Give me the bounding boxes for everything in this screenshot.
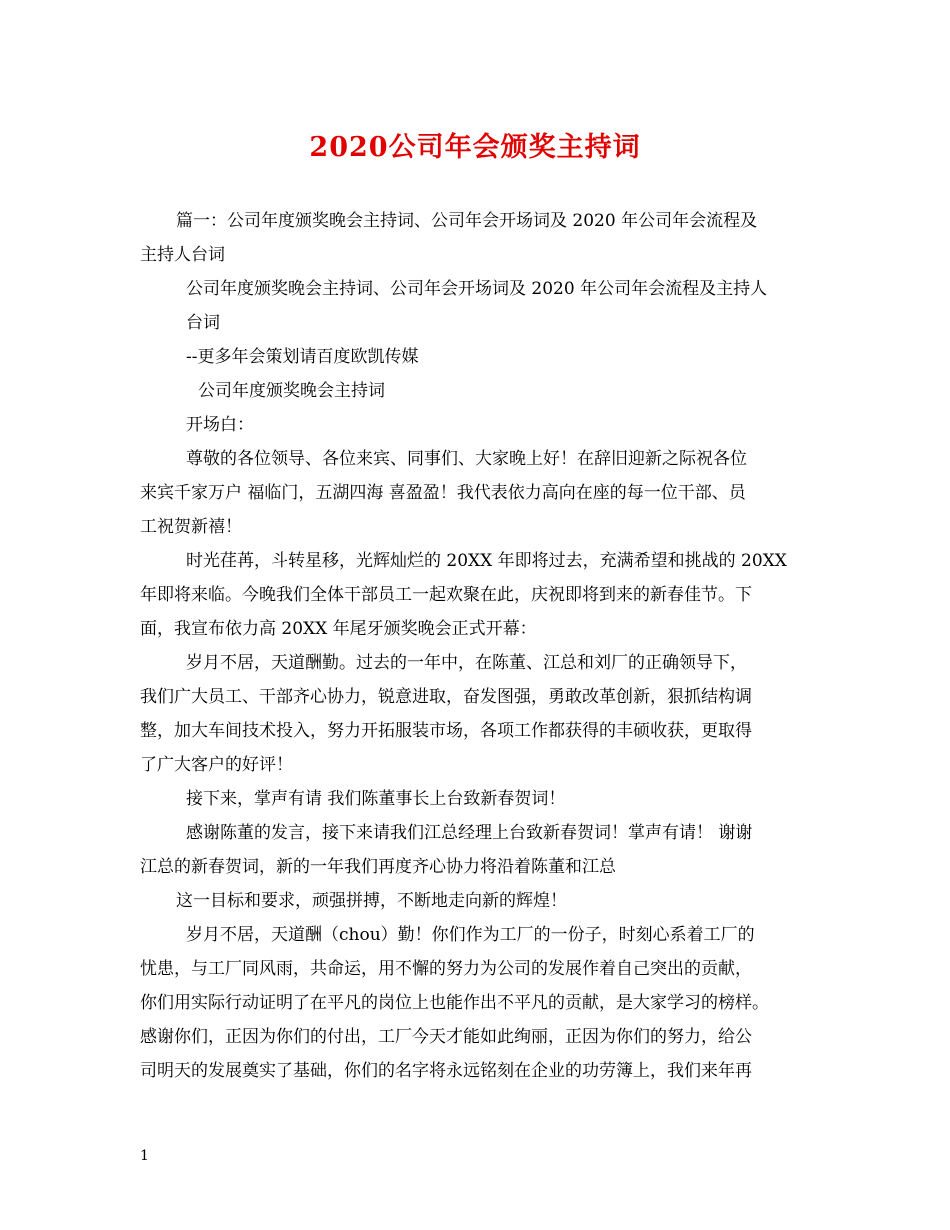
body-line: 台词 <box>186 313 220 333</box>
body-line: 来宾千家万户 福临门，五湖四海 喜盈盈！我代表依力高向在座的每一位干部、员 <box>140 483 746 503</box>
body-line: 接下来，掌声有请 我们陈董事长上台致新春贺词！ <box>186 789 566 809</box>
body-line: 感谢你们，正因为你们的付出，工厂今天才能如此绚丽，正因为你们的努力，给公 <box>140 1027 752 1047</box>
body-line: 忧患，与工厂同风雨，共命运，用不懈的努力为公司的发展作着自己突出的贡献， <box>140 959 752 979</box>
body-line: 岁月不居，天道酬勤。过去的一年中，在陈董、江总和刘厂的正确领导下， <box>186 653 747 673</box>
body-line: 了广大客户的好评！ <box>140 755 293 775</box>
body-line: 篇一：公司年度颁奖晚会主持词、公司年会开场词及 2020 年公司年会流程及 <box>176 211 758 231</box>
body-line: 感谢陈董的发言，接下来请我们江总经理上台致新春贺词！掌声有请！ 谢谢 <box>186 823 753 843</box>
body-line: 岁月不居，天道酬（chou）勤！你们作为工厂的一份子，时刻心系着工厂的 <box>186 925 755 945</box>
body-line: 年即将来临。今晚我们全体干部员工一起欢聚在此，庆祝即将到来的新春佳节。下 <box>140 585 752 605</box>
body-line: 司明天的发展奠实了基础，你们的名字将永远铭刻在企业的功劳簿上，我们来年再 <box>140 1061 752 1081</box>
body-line: 工祝贺新禧！ <box>140 517 242 537</box>
body-line: 面，我宣布依力高 20XX 年尾牙颁奖晚会正式开幕： <box>140 619 537 639</box>
body-line: 尊敬的各位领导、各位来宾、同事们、大家晚上好！在辞旧迎新之际祝各位 <box>186 449 747 469</box>
body-line: 我们广大员工、干部齐心协力，锐意进取，奋发图强，勇敢改革创新，狠抓结构调 <box>140 687 752 707</box>
body-line: --更多年会策划请百度欧凯传媒 <box>186 347 419 367</box>
body-line: 整，加大车间技术投入，努力开拓服装市场，各项工作都获得的丰硕收获，更取得 <box>140 721 752 741</box>
page-number: 1 <box>140 1148 149 1164</box>
body-line: 江总的新春贺词，新的一年我们再度齐心协力将沿着陈董和江总 <box>140 857 616 877</box>
body-line: 公司年度颁奖晚会主持词、公司年会开场词及 2020 年公司年会流程及主持人 <box>186 279 768 299</box>
body-line: 你们用实际行动证明了在平凡的岗位上也能作出不平凡的贡献，是大家学习的榜样。 <box>140 993 769 1013</box>
body-line: 主持人台词 <box>140 245 225 265</box>
body-line: 公司年度颁奖晚会主持词 <box>198 381 385 401</box>
body-line: 这一目标和要求，顽强拼搏，不断地走向新的辉煌！ <box>176 891 567 911</box>
page-title: 2020公司年会颁奖主持词 <box>309 132 641 163</box>
body-line: 开场白： <box>186 415 254 435</box>
body-line: 时光荏苒，斗转星移，光辉灿烂的 20XX 年即将过去，充满希望和挑战的 20XX <box>186 551 787 571</box>
